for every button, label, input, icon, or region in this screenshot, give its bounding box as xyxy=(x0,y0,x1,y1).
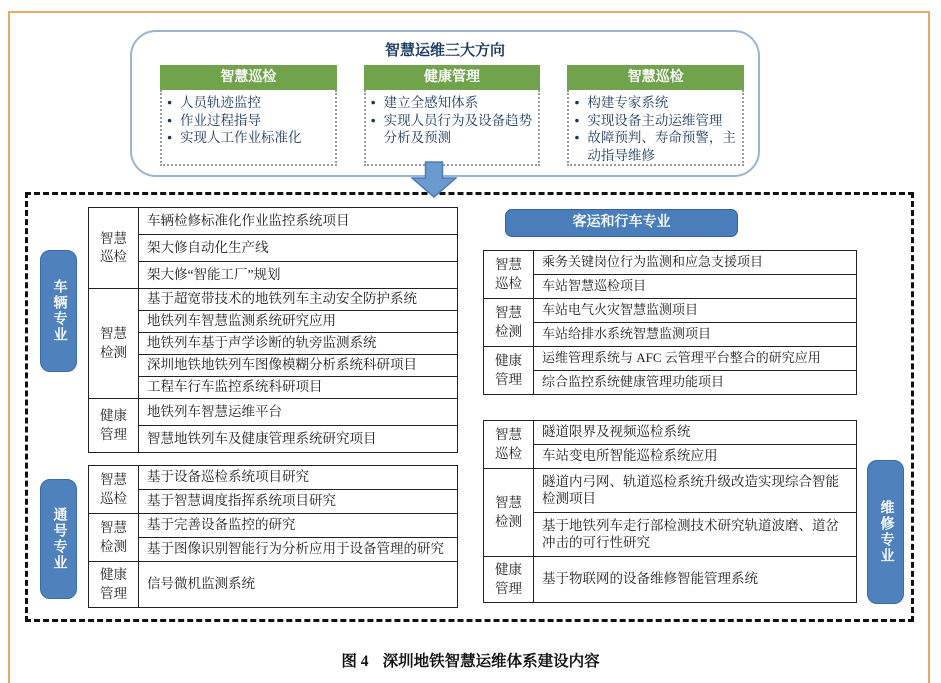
project-cell: 架大修自动化生产线 xyxy=(139,235,458,262)
direction-header-2: 健康管理 xyxy=(364,65,541,90)
project-cell: 车站智慧巡检项目 xyxy=(534,275,857,299)
category-cell: 智慧巡检 xyxy=(484,421,534,469)
signal-projects-table xyxy=(88,465,458,608)
project-cell: 运维管理系统与 AFC 云管理平台整合的研究应用 xyxy=(534,347,857,371)
direction-bullets-box-1 xyxy=(160,90,337,166)
passenger-projects-table xyxy=(483,250,857,395)
category-cell: 健康管理 xyxy=(484,557,534,603)
direction-column-1 xyxy=(160,65,337,166)
project-cell: 工程车行车监控系统科研项目 xyxy=(139,377,458,399)
direction-bullets-box-3 xyxy=(567,90,744,166)
specialty-header-passenger: 客运和行车专业 xyxy=(505,209,738,237)
down-arrow-icon xyxy=(411,161,457,198)
project-cell: 基于完善设备监控的研究 xyxy=(139,514,458,538)
project-cell: 乘务关键岗位行为监测和应急支援项目 xyxy=(534,251,857,275)
direction-column-3 xyxy=(567,65,744,166)
category-cell: 健康管理 xyxy=(89,399,139,453)
project-cell: 综合监控系统健康管理功能项目 xyxy=(534,371,857,395)
specialty-label-signal: 通号专业 xyxy=(40,479,77,599)
project-cell: 隧道内弓网、轨道巡检系统升级改造实现综合智能检测项目 xyxy=(534,469,857,513)
project-cell: 智慧地铁列车及健康管理系统研究项目 xyxy=(139,426,458,453)
panel-title: 智慧运维三大方向 xyxy=(384,43,505,59)
bullet-item: ● 实现人工作业标准化 xyxy=(167,129,332,147)
project-cell: 车辆检修标准化作业监控系统项目 xyxy=(139,208,458,235)
category-cell: 智慧检测 xyxy=(89,289,139,399)
category-cell: 智慧检测 xyxy=(484,469,534,557)
category-cell: 健康管理 xyxy=(484,347,534,395)
figure-caption-number: 图 4 xyxy=(341,653,369,670)
direction-columns xyxy=(132,60,758,166)
direction-bullets-box-2 xyxy=(364,90,541,166)
direction-header-3: 智慧巡检 xyxy=(567,65,744,90)
project-cell: 深圳地铁地铁列车图像模糊分析系统科研项目 xyxy=(139,355,458,377)
category-cell: 智慧巡检 xyxy=(89,466,139,514)
bullet-item: ● 人员轨迹监控 xyxy=(167,94,332,112)
maintenance-projects-table xyxy=(483,420,857,603)
project-cell: 地铁列车智慧监测系统研究应用 xyxy=(139,311,458,333)
figure-caption xyxy=(0,649,941,671)
bullet-item: ● 故障预判、寿命预警，主动指导维修 xyxy=(574,129,739,164)
specialty-label-vehicle: 车辆专业 xyxy=(40,250,77,372)
vehicle-projects-table xyxy=(88,207,458,453)
project-cell: 基于地铁列车走行部检测技术研究轨道波磨、道岔冲击的可行性研究 xyxy=(534,513,857,557)
project-cell: 车站变电所智能巡检系统应用 xyxy=(534,445,857,469)
bullet-item: ● 建立全感知体系 xyxy=(371,94,536,112)
category-cell: 智慧巡检 xyxy=(89,208,139,289)
specialty-label-maintenance: 维修专业 xyxy=(867,460,904,604)
project-cell: 地铁列车智慧运维平台 xyxy=(139,399,458,426)
category-cell: 智慧巡检 xyxy=(484,251,534,299)
three-directions-panel xyxy=(130,30,760,177)
project-cell: 基于图像识别智能行为分析应用于设备管理的研究 xyxy=(139,538,458,562)
project-cell: 基于设备巡检系统项目研究 xyxy=(139,466,458,490)
project-cell: 基于超宽带技术的地铁列车主动安全防护系统 xyxy=(139,289,458,311)
bullet-item: ● 构建专家系统 xyxy=(574,94,739,112)
direction-header-1: 智慧巡检 xyxy=(160,65,337,90)
category-cell: 健康管理 xyxy=(89,562,139,608)
project-cell: 基于智慧调度指挥系统项目研究 xyxy=(139,490,458,514)
bullet-item: ● 实现人员行为及设备趋势分析及预测 xyxy=(371,112,536,147)
bullet-item: ● 作业过程指导 xyxy=(167,112,332,130)
project-cell: 地铁列车基于声学诊断的轨旁监测系统 xyxy=(139,333,458,355)
project-cell: 信号微机监测系统 xyxy=(139,562,458,608)
project-cell: 车站给排水系统智慧监测项目 xyxy=(534,323,857,347)
category-cell: 智慧检测 xyxy=(89,514,139,562)
direction-column-2 xyxy=(364,65,541,166)
project-cell: 基于物联网的设备维修智能管理系统 xyxy=(534,557,857,603)
project-cell: 架大修“智能工厂”规划 xyxy=(139,262,458,289)
project-cell: 车站电气火灾智慧监测项目 xyxy=(534,299,857,323)
category-cell: 智慧检测 xyxy=(484,299,534,347)
project-cell: 隧道限界及视频巡检系统 xyxy=(534,421,857,445)
figure-caption-text: 深圳地铁智慧运维体系建设内容 xyxy=(382,653,600,670)
bullet-item: ● 实现设备主动运维管理 xyxy=(574,112,739,130)
